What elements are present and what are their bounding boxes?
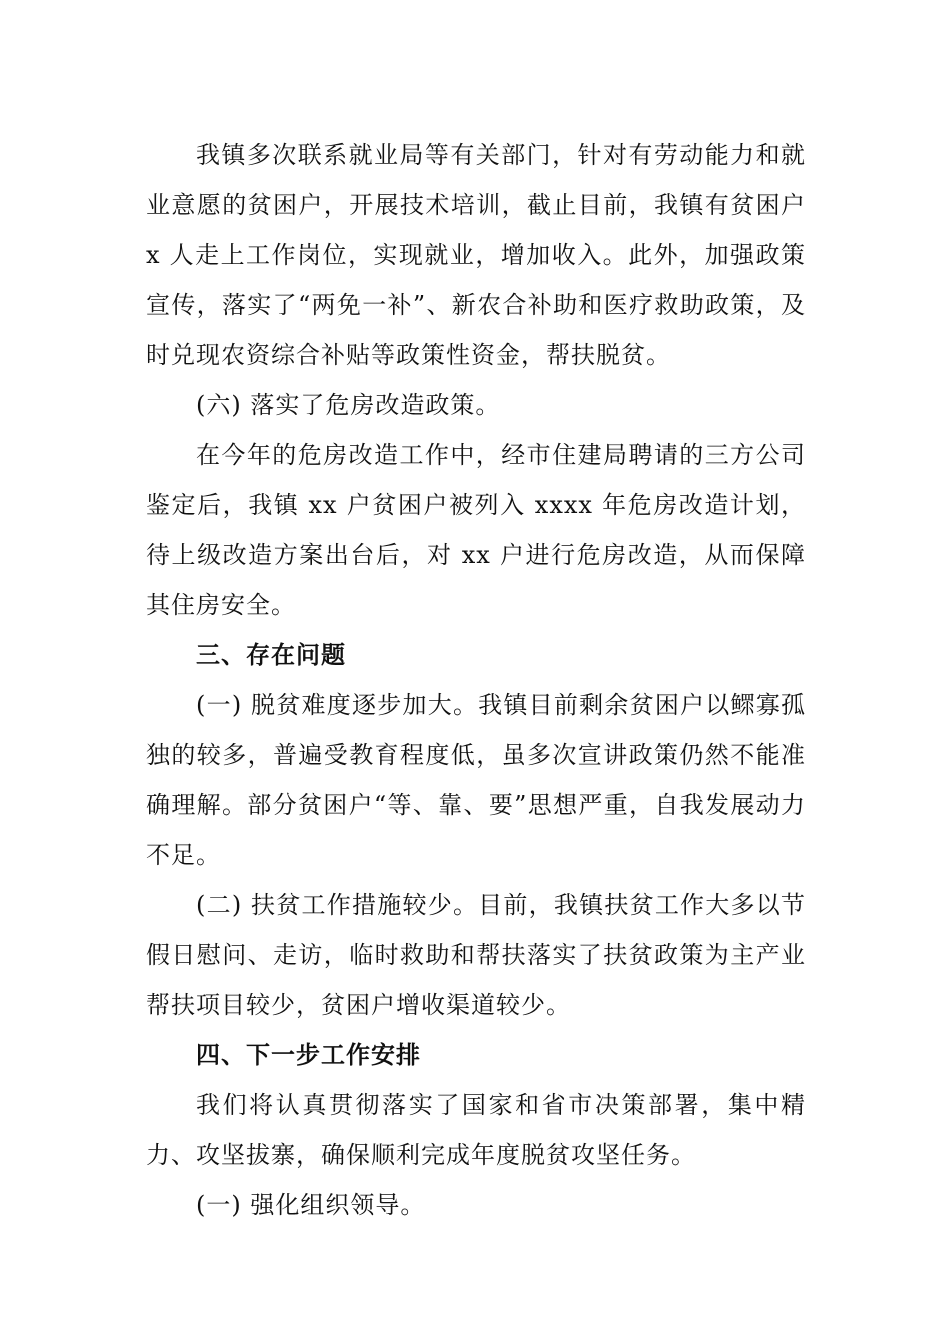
section-heading-problems: 三、存在问题 <box>196 641 346 669</box>
paragraph-next-steps-intro: 我们将认真贯彻落实了国家和省市决策部署，集中精力、攻坚拔寨，确保顺利完成年度脱贫攻坚任务。 <box>146 1091 806 1169</box>
paragraph-problem-1: (一) 脱贫难度逐步加大。我镇目前剩余贫困户以鳏寡孤独的较多，普遍受教育程度低，虽多次宣讲政策仍然不能准确理解。部分贫困户“等、靠、要”思想严重，自我发展动力不足。 <box>146 691 806 869</box>
paragraph-housing-renovation: 在今年的危房改造工作中，经市住建局聘请的三方公司鉴定后，我镇 xx 户贫困户被列入 xxxx 年危房改造计划，待上级改造方案出台后，对 xx 户进行危房改造，从而保障其住房安全。 <box>146 441 806 619</box>
section-heading-next-steps: 四、下一步工作安排 <box>196 1041 421 1069</box>
paragraph-subsection-6-title: (六) 落实了危房改造政策。 <box>196 391 501 419</box>
paragraph-problem-2: (二) 扶贫工作措施较少。目前，我镇扶贫工作大多以节假日慰问、走访，临时救助和帮扶落实了扶贫政策为主产业帮扶项目较少，贫困户增收渠道较少。 <box>146 891 806 1019</box>
paragraph-subsection-1-title: (一) 强化组织领导。 <box>196 1191 426 1219</box>
paragraph-employment-training: 我镇多次联系就业局等有关部门，针对有劳动能力和就业意愿的贫困户，开展技术培训，截止目前，我镇有贫困户 x 人走上工作岗位，实现就业，增加收入。此外，加强政策宣传，落实了“两免一补”、新农合补助和医疗救助政策，及时兑现农资综合补贴等政策性资金，帮扶脱贫。 <box>146 141 806 369</box>
document-body <box>146 130 806 1230</box>
